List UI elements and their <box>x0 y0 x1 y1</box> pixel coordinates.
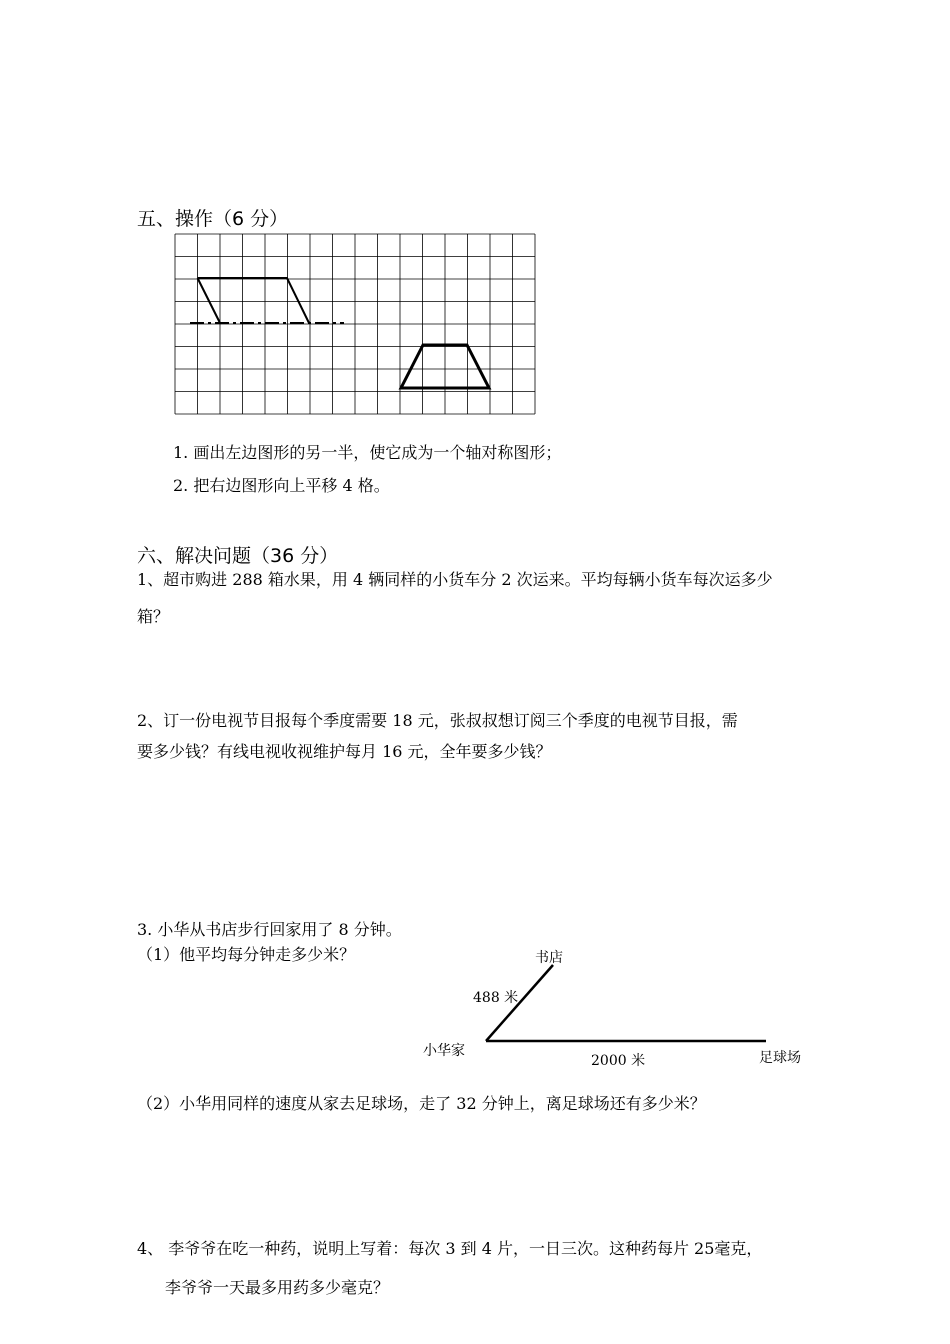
q1-line2: 箱？ <box>137 607 170 626</box>
section6-title: 六、解决问题（36 分） <box>137 545 339 567</box>
home-label: 小华家 <box>423 1043 465 1059</box>
q4-line1: 4、 李爷爷在吃一种药，说明上写着：每次 3 到 4 片，一日三次。这种药每片 25毫克， <box>137 1239 763 1258</box>
grid-figure <box>174 233 536 415</box>
bookstore-label: 书店 <box>535 950 563 966</box>
q2-line1: 2、订一份电视节目报每个季度需要 18 元，张叔叔想订阅三个季度的电视节目报，需 <box>137 711 738 730</box>
q3-sub2: （2）小华用同样的速度从家去足球场，走了 32 分钟上，离足球场还有多少米？ <box>137 1094 706 1113</box>
q2-line2: 要多少钱？有线电视收视维护每月 16 元，全年要多少钱？ <box>137 742 552 761</box>
half-figure-slant <box>198 278 221 323</box>
field-label: 足球场 <box>759 1050 801 1066</box>
section5-title: 五、操作（6 分） <box>137 208 289 230</box>
section5-item-1: 1. 画出左边图形的另一半，使它成为一个轴对称图形； <box>173 443 562 462</box>
section5-item-2: 2. 把右边图形向上平移 4 格。 <box>173 476 390 495</box>
distance-bookstore-label: 488 米 <box>473 990 519 1006</box>
q3-sub1: （1）他平均每分钟走多少米？ <box>137 945 356 964</box>
q4-line2: 李爷爷一天最多用药多少毫克？ <box>165 1278 390 1297</box>
q3-intro: 3. 小华从书店步行回家用了 8 分钟。 <box>137 920 402 939</box>
q1-line1: 1、超市购进 288 箱水果，用 4 辆同样的小货车分 2 次运来。平均每辆小货车每次运多少 <box>137 570 773 589</box>
half-figure-left <box>198 278 310 323</box>
distance-field-label: 2000 米 <box>591 1053 646 1069</box>
